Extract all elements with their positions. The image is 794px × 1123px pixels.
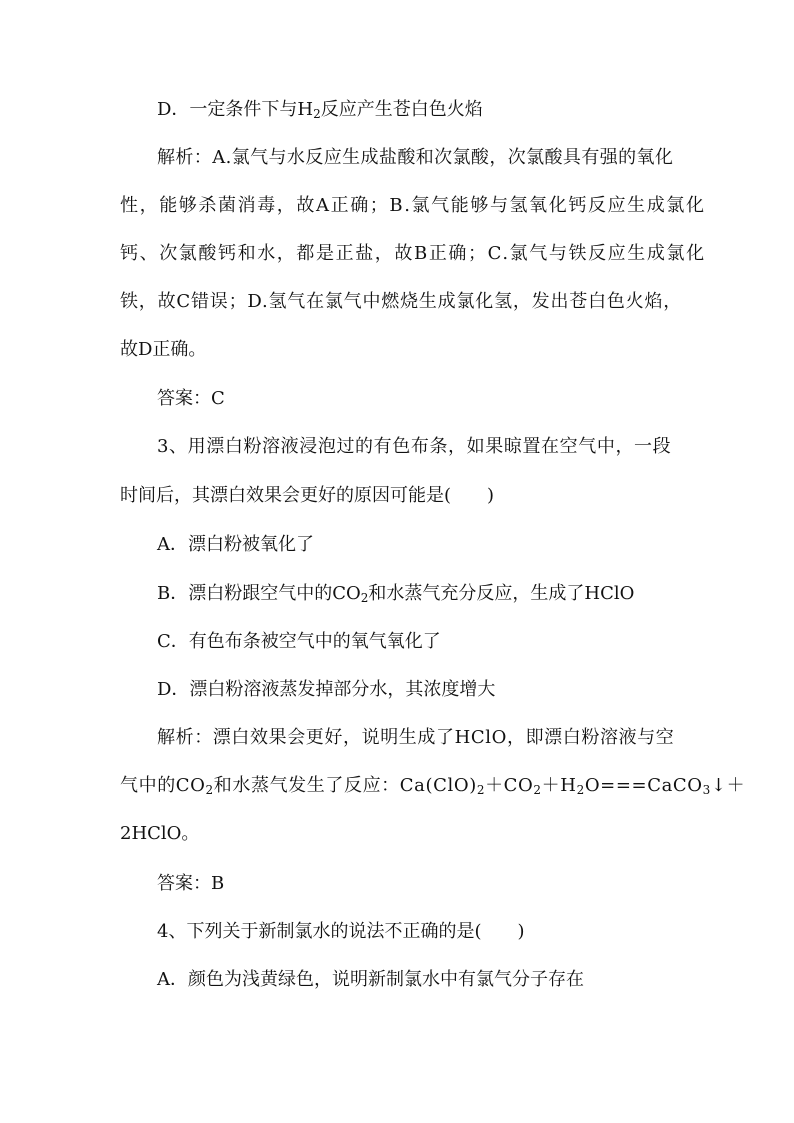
q3-answer: 答案：B: [157, 873, 225, 894]
q4-stem: 4、下列关于新制氯水的说法不正确的是( ): [157, 921, 525, 942]
q2-analysis-line-5: 故D正确。: [120, 339, 207, 360]
q3-analysis-line-2: 气中的$CO_2$和水蒸气发生了反应：$Ca(ClO)_2+CO_2+H_2O===CaCO_3↓+$: [120, 775, 746, 797]
q3-option-b: B．漂白粉跟空气中的$CO_2$和水蒸气充分反应，生成了HClO: [157, 583, 635, 605]
q2-answer: 答案：C: [157, 388, 225, 409]
q3-stem-line-1: 3、用漂白粉溶液浸泡过的有色布条，如果晾置在空气中，一段: [157, 436, 672, 457]
q3-stem-line-2: 时间后，其漂白效果会更好的原因可能是( ): [120, 485, 495, 506]
q2-option-d: D．一定条件下与$H_2$反应产生苍白色火焰: [157, 99, 483, 121]
q3-analysis-line-3: 2HClO。: [120, 823, 200, 844]
q3-option-c: C．有色布条被空气中的氧气氧化了: [157, 631, 441, 652]
q3-analysis-line-1: 解析：漂白效果会更好，说明生成了HClO，即漂白粉溶液与空: [157, 727, 675, 748]
q4-option-a: A．颜色为浅黄绿色，说明新制氯水中有氯气分子存在: [157, 969, 584, 990]
q3-option-a: A．漂白粉被氧化了: [157, 534, 314, 555]
q2-analysis-line-4: 铁，故C错误；D.氢气在氯气中燃烧生成氯化氢，发出苍白色火焰，: [120, 291, 683, 312]
q3-option-d: D．漂白粉溶液蒸发掉部分水，其浓度增大: [157, 679, 496, 700]
q2-analysis-line-1: 解析：A.氯气与水反应生成盐酸和次氯酸，次氯酸具有强的氧化: [157, 147, 674, 168]
q2-analysis-line-3: 钙、次氯酸钙和水，都是正盐，故B正确；C.氯气与铁反应生成氯化: [120, 243, 706, 264]
q2-analysis-line-2: 性，能够杀菌消毒，故A正确；B.氯气能够与氢氧化钙反应生成氯化: [120, 195, 706, 216]
